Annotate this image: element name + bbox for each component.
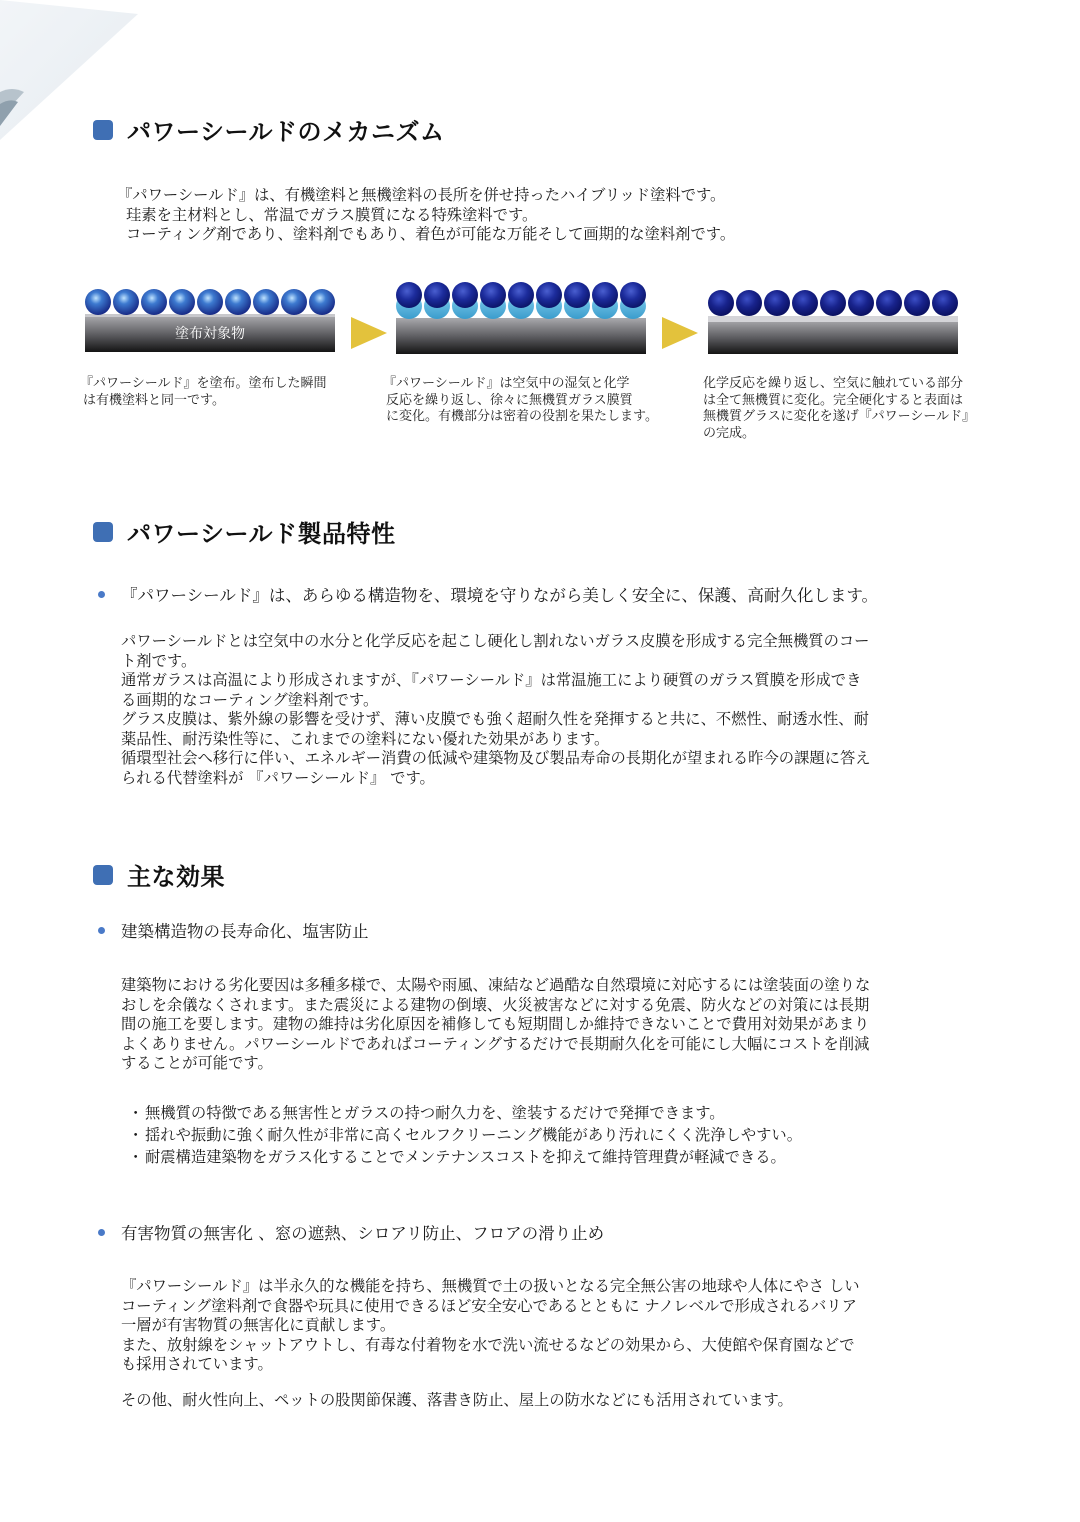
- step-arrow-icon: [351, 314, 387, 352]
- coating-particle: [876, 290, 902, 316]
- section-marker-icon: [93, 865, 113, 885]
- list-item: [128, 1124, 802, 1146]
- caption-line: の完成。: [703, 425, 756, 441]
- list-item-text: 揺れや振動に強く耐久性が非常に高くセルフクリーニング機能があり汚れにくく洗浄しやすい。: [145, 1126, 803, 1144]
- section-marker-icon: [93, 522, 113, 542]
- mechanism-step-3-diagram: [706, 274, 960, 358]
- bullet-icon: [98, 591, 105, 598]
- text-line: 『パワーシールド』は、有機塗料と無機塗料の長所を併せ持ったハイブリッド塗料です。: [117, 186, 726, 204]
- text-line: ト剤です。: [121, 651, 197, 670]
- bullet-icon: [98, 1229, 105, 1236]
- list-marker: ・: [128, 1104, 144, 1122]
- mechanism-step-2-diagram: [394, 274, 648, 358]
- caption-line: 無機質グラスに変化を遂げ『パワーシールド』: [703, 409, 976, 424]
- effect-2-closing: [121, 1391, 793, 1411]
- caption-line: は全て無機質に変化。完全硬化すると表面は: [703, 392, 964, 408]
- coating-particle: [564, 282, 590, 308]
- text-line: 建築物における劣化要因は多種多様で、太陽や雨風、凍結など過酷な自然環境に対応するには塗装面の塗りな: [121, 976, 871, 994]
- coating-particle: [508, 282, 534, 308]
- coating-particle: [708, 290, 734, 316]
- text-line: られる代替塗料が 『パワーシールド』 です。: [121, 768, 435, 787]
- list-item-text: 無機質の特徴である無害性とガラスの持つ耐久力を、塗装するだけで発揮できます。: [145, 1104, 725, 1122]
- effect-1-heading: [98, 918, 369, 942]
- section-title: 主な効果: [127, 863, 225, 891]
- text-line: 薬品性、耐汚染性等に、これまでの塗料にない優れた効果があります。: [121, 729, 610, 748]
- caption-line: に変化。有機部分は密着の役割を果たします。: [386, 409, 658, 424]
- coating-particle: [932, 290, 958, 316]
- text-line: おしを余儀なくされます。また震災による建物の倒壊、火災被害などに対する免震、防火などの対策には長期: [121, 995, 870, 1014]
- list-item: [128, 1146, 802, 1168]
- step-2-caption: [383, 376, 658, 426]
- text-line: る画期的なコーティング塗料剤です。: [121, 690, 379, 709]
- coating-particle: [848, 290, 874, 316]
- coating-particle: [113, 289, 139, 315]
- text-line: グラス皮膜は、紫外線の影響を受けず、薄い皮膜でも強く超耐久性を発揮すると共に、不燃性、耐透水性、耐: [121, 710, 869, 728]
- list-marker: ・: [128, 1148, 144, 1166]
- bullet-icon: [98, 927, 105, 934]
- text-line: よくありません。パワーシールドであればコーティングするだけで長期耐久化を可能にし大幅にコストを削減: [121, 1034, 870, 1053]
- coating-particle: [620, 282, 646, 308]
- caption-line: 化学反応を繰り返し、空気に触れている部分: [703, 376, 964, 391]
- coating-particle: [480, 282, 506, 308]
- section-header-features: [93, 514, 396, 549]
- text-line: コーティング塗料剤で食器や玩具に使用できるほど安全安心であるとともに ナノレベルで形成されるバリア: [121, 1296, 857, 1315]
- text-line: コーティング剤であり、塗料剤でもあり、着色が可能な万能そして画期的な塗料剤です。: [126, 225, 736, 243]
- effect-heading-text: 建築構造物の長寿命化、塩害防止: [121, 922, 369, 941]
- features-body: [121, 632, 871, 788]
- list-marker: ・: [128, 1126, 144, 1144]
- coating-particle: [592, 282, 618, 308]
- caption-line: 『パワーシールド』は空気中の湿気と化学: [383, 376, 630, 391]
- step-arrow-icon: [662, 314, 698, 352]
- coating-particle: [141, 289, 167, 315]
- coating-particle: [820, 290, 846, 316]
- step-3-caption: [703, 376, 975, 442]
- text-line: も採用されています。: [121, 1355, 273, 1373]
- caption-line: 反応を繰り返し、徐々に無機質ガラス膜質: [386, 392, 633, 408]
- lead-text: 『パワーシールド』は、あらゆる構造物を、環境を守りながら美しく安全に、保護、高耐久化します。: [121, 586, 879, 605]
- coating-particle: [169, 289, 195, 315]
- text-line: また、放射線をシャットアウトし、有毒な付着物を水で洗い流せるなどの効果から、大使館や保育園などで: [121, 1335, 855, 1354]
- coating-particle: [85, 289, 111, 315]
- section-header-effects: [93, 857, 225, 892]
- text-line: 一層が有害物質の無害化に貢献します。: [121, 1316, 396, 1334]
- text-line: 『パワーシールド』は半永久的な機能を持ち、無機質で土の扱いとなる完全無公害の地球や人体にやさ しい: [121, 1277, 860, 1295]
- coating-particle: [309, 289, 335, 315]
- coating-particle: [736, 290, 762, 316]
- mechanism-step-1-diagram: [83, 274, 337, 358]
- effect-1-points: [128, 1102, 802, 1168]
- coating-particle: [253, 289, 279, 315]
- section-title: パワーシールドのメカニズム: [127, 118, 445, 146]
- text-line: 循環型社会へ移行に伴い、エネルギー消費の低減や建築物及び製品寿命の長期化が望まれる昨今の課題に答え: [121, 749, 871, 767]
- coating-particle: [281, 289, 307, 315]
- caption-line: は有機塗料と同一です。: [83, 392, 225, 408]
- list-item: [128, 1102, 802, 1124]
- section-marker-icon: [93, 120, 113, 140]
- effect-1-body: [121, 976, 870, 1074]
- caption-line: 『パワーシールド』を塗布。塗布した瞬間: [80, 376, 327, 391]
- section-header-mechanism: [93, 112, 445, 147]
- effect-2-body: [121, 1277, 860, 1375]
- coating-particle: [452, 282, 478, 308]
- text-line: 通常ガラスは高温により形成されますが、『パワーシールド』は常温施工により硬質のガラス質膜を形成でき: [121, 671, 862, 689]
- text-line: その他、耐火性向上、ペットの股関節保護、落書き防止、屋上の防水などにも活用されています。: [121, 1391, 793, 1409]
- text-line: パワーシールドとは空気中の水分と化学反応を起こし硬化し割れないガラス皮膜を形成する完全無機質のコー: [121, 632, 870, 650]
- coating-particle: [424, 282, 450, 308]
- section-title: パワーシールド製品特性: [127, 520, 396, 548]
- text-line: 間の施工を要します。建物の維持は劣化原因を補修しても短期間しか維持できないことで費用対効果があまり: [121, 1015, 870, 1033]
- coating-particle: [225, 289, 251, 315]
- effect-heading-text: 有害物質の無害化 、窓の遮熱、シロアリ防止、フロアの滑り止め: [121, 1224, 605, 1243]
- text-line: することが可能です。: [121, 1054, 273, 1072]
- list-item-text: 耐震構造建築物をガラス化することでメンテナンスコストを抑えて維持管理費が軽減できる。: [145, 1148, 786, 1166]
- effect-2-heading: [98, 1220, 604, 1244]
- coating-particle: [396, 282, 422, 308]
- coating-particle: [904, 290, 930, 316]
- coating-particle: [197, 289, 223, 315]
- coating-particle: [764, 290, 790, 316]
- step-1-caption: [80, 376, 326, 409]
- mechanism-intro: [117, 186, 735, 245]
- coating-particle: [792, 290, 818, 316]
- text-line: 珪素を主材料とし、常温でガラス膜質になる特殊塗料です。: [126, 205, 538, 224]
- features-lead: [98, 582, 878, 606]
- substrate-label: 塗布対象物: [175, 325, 245, 341]
- coating-particle: [536, 282, 562, 308]
